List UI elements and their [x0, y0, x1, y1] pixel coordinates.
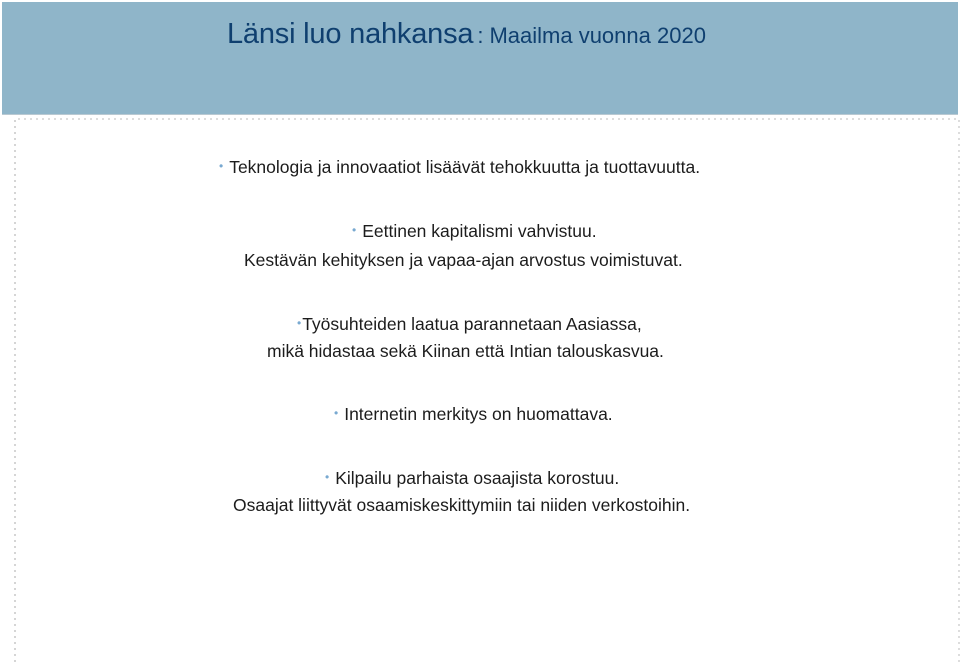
bullet-text: Kestävän kehityksen ja vapaa-ajan arvostus voimistuvat. [244, 250, 683, 270]
slide-title-main: Länsi luo nahkansa [227, 18, 474, 50]
title-separator: : [477, 23, 484, 48]
bullet-text: Kilpailu parhaista osaajista korostuu. [335, 468, 620, 488]
bullet-icon: • [352, 223, 357, 237]
bullet-text: Työsuhteiden laatua parannetaan Aasiassa, [302, 314, 642, 334]
bullet-icon: • [334, 406, 339, 420]
bullet-text: mikä hidastaa sekä Kiinan että Intian talouskasvua. [267, 341, 664, 361]
bullet-text: Eettinen kapitalismi vahvistuu. [362, 221, 597, 241]
slide-title [227, 18, 706, 51]
dotted-border-left [14, 118, 16, 664]
bullet-item-employment-asia [297, 312, 642, 335]
bullet-icon: • [297, 316, 302, 330]
bullet-text: Osaajat liittyvät osaamiskeskittymiin tai niiden verkostoihin. [233, 495, 691, 515]
bullet-continuation-clusters [233, 494, 690, 516]
bullet-item-ethical-capitalism [352, 219, 597, 242]
bullet-item-talent-competition [325, 466, 619, 489]
bullet-item-technology [219, 155, 700, 178]
bullet-item-internet [334, 402, 613, 425]
title-band [2, 2, 958, 115]
bullet-continuation-sustainability [244, 249, 683, 271]
slide-subtitle: Maailma vuonna 2020 [489, 23, 706, 48]
bullet-icon: • [219, 159, 224, 173]
bullet-text: Internetin merkitys on huomattava. [344, 404, 613, 424]
bullet-continuation-growth [267, 340, 664, 362]
bullet-icon: • [325, 470, 330, 484]
bullet-text: Teknologia ja innovaatiot lisäävät tehokkuutta ja tuottavuutta. [229, 157, 701, 177]
dotted-border-top [16, 118, 958, 120]
